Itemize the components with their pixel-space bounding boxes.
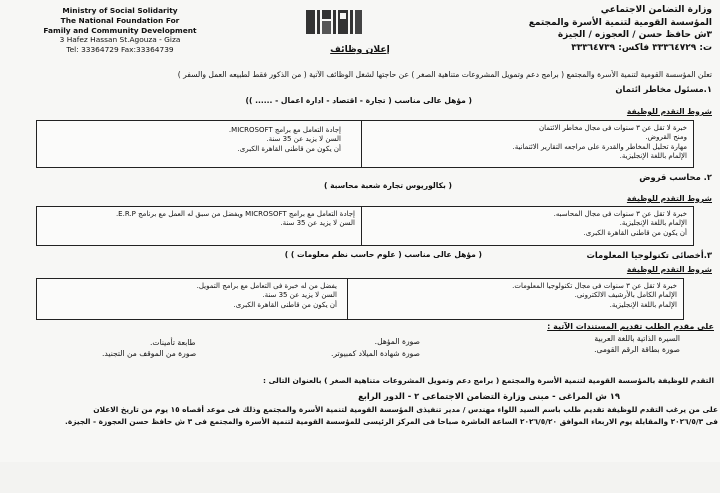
job-1-box-divider bbox=[361, 121, 362, 167]
job-2-left-item: إجادة التعامل مع برامج MICROSOFT ويفضل من سبق له العمل مع برنامج E.R.P. bbox=[115, 210, 355, 218]
header-ar-line-1: وزارة التضامن الاجتماعي bbox=[600, 5, 712, 15]
header-arabic bbox=[472, 4, 712, 54]
header-en-address: 3 Hafez Hassan St.Agouza - Giza bbox=[59, 35, 181, 45]
job-3-right-column bbox=[351, 282, 677, 310]
job-1-left-item: أن يكون من قاطنى القاهرة الكبرى. bbox=[237, 144, 341, 153]
job-2-title: ٢. محاسب قروض bbox=[639, 172, 712, 182]
footer-application-note: على من يرغب التقدم للوظيفة تقديم طلب باسم السيد اللواء مهندس / مدير تنفيذى المؤسسة القومية لتنمية الأسرة والمجتمع وذلك فى موعد أقصاه ١٥ يوم من تاريخ الاعلان bbox=[93, 405, 718, 414]
header-en-line-1: Ministry of Social Solidarity bbox=[62, 6, 178, 15]
job-1-conditions-label: شروط التقدم للوظيفة bbox=[626, 107, 712, 116]
job-1-left-item: السن لا يزيد عن 35 سنة. bbox=[266, 135, 341, 144]
job-1-right-item: خبرة لا تقل عن ٣ سنوات فى مجال مخاطر الائتمان bbox=[538, 124, 687, 132]
job-1-left-column bbox=[41, 126, 341, 154]
job-1-qualification: ( مؤهل عالى مناسب ( تجارة - اقتصاد - ادارة اعمال - ...... )) bbox=[245, 96, 472, 105]
document-item: طابعة تأمينات. bbox=[150, 338, 196, 347]
document-item: السيرة الذاتية باللغة العربية bbox=[594, 334, 680, 343]
job-3-title: ٣.أخصائى تكنولوجيا المعلومات bbox=[586, 250, 712, 260]
document-item: صورة من الموقف من التجنيد. bbox=[102, 349, 197, 358]
job-1-right-column bbox=[369, 124, 687, 162]
job-1-right-item: مهارة تحليل المخاطر والقدرة على مراجعه التقارير الائتمانية. bbox=[512, 142, 687, 151]
job-3-right-item: الإلمام الكامل بالأرشيف الالكترونى. bbox=[574, 291, 677, 300]
job-2-left-item: السن لا يزيد عن 35 سنة. bbox=[280, 219, 355, 228]
job-1-left-item: إجادة التعامل مع برامج MICROSOFT. bbox=[228, 126, 341, 134]
page-bottom-margin bbox=[0, 462, 720, 493]
job-3-left-item: أن يكون من قاطنى القاهرة الكبرى. bbox=[233, 300, 337, 309]
job-3-left-item: السن لا يزيد عن 35 سنة. bbox=[262, 291, 337, 300]
job-2-box-divider bbox=[361, 207, 362, 245]
job-2-right-item: خبرة لا تقل عن ٣ سنوات فى مجال المحاسبه. bbox=[553, 210, 687, 218]
job-3-qualification: ( مؤهل عالى مناسب ( علوم حاسب نظم معلومات ) ) bbox=[284, 250, 482, 259]
document-item: صورة بطاقة الرقم القومى. bbox=[594, 345, 680, 354]
page-title: إعلان وظائف bbox=[330, 44, 390, 55]
header-ar-line-2: المؤسسة القومية لتنمية الأسرة والمجتمع bbox=[528, 17, 712, 28]
document-item: صورة المؤهل. bbox=[374, 337, 420, 346]
header-en-tel: Tel: 33364729 Fax:33364739 bbox=[66, 45, 174, 55]
job-2-conditions-label: شروط التقدم للوظيفة bbox=[626, 194, 712, 203]
header-english bbox=[20, 6, 220, 55]
job-2-left-column bbox=[41, 210, 355, 229]
footer-interview-note: فى ٢٠٢٦/٥/٣ والمقابلة يوم الاربعاء الموافق ٢٠٢٦/٥/٢٠ الساعة العاشرة صباحا فى المركز الرئيسى للمؤسسة القومية لتنمية الأسرة والمجتمع فى ٣ ش حافظ حسن العجوزة - الجيزة. bbox=[65, 417, 718, 426]
footer-address: ١٩ ش المراغى - مبنى وزارة التضامن الاجتماعى ٢ - الدور الرابع bbox=[358, 391, 620, 401]
job-1-right-item: الإلمام باللغة الإنجليزية. bbox=[619, 152, 687, 161]
job-1-title: ١.مسئول مخاطر ائتمان bbox=[615, 84, 712, 94]
documents-label: على مقدم الطلب تقديم المستندات الآتية : bbox=[547, 322, 714, 331]
footer-apply-heading: التقدم للوظيفة بالمؤسسة القومية لتنمية الأسرة والمجتمع ( برامج دعم وتمويل المشروعات متناهية الصغر ) بالعنوان التالى : bbox=[263, 376, 714, 385]
job-3-conditions-box bbox=[36, 278, 684, 320]
job-1-conditions-box bbox=[36, 120, 694, 168]
job-3-left-column bbox=[97, 282, 337, 310]
job-3-left-item: يفضل من له خبرة فى التعامل مع برامج التمويل. bbox=[196, 282, 337, 290]
job-2-qualification: ( بكالوريوس تجارة شعبة محاسبة ) bbox=[323, 181, 452, 190]
header-ar-line-4: ت: ٣٣٣٦٤٧٢٩ فاكس: ٣٣٣٦٤٧٣٩ bbox=[571, 42, 712, 53]
job-1-right-item: ومنح القروض. bbox=[645, 133, 687, 142]
job-2-right-column bbox=[369, 210, 687, 238]
header-en-line-3: Family and Community Development bbox=[43, 25, 197, 35]
job-3-right-item: خبرة لا تقل عن ٣ سنوات فى مجال تكنولوجيا المعلومات. bbox=[512, 282, 677, 290]
intro-paragraph: تعلن المؤسسة القومية لتنمية الأسرة والمجتمع ( برامج دعم وتمويل المشروعات متناهية الصغر ) عن حاجتها لشغل الوظائف الآتية ( من الذكور فقط لطبيعه العمل والسفر ) bbox=[177, 70, 712, 79]
foundation-logo-icon bbox=[305, 8, 363, 36]
job-2-conditions-box bbox=[36, 206, 694, 246]
header-en-line-2: The National Foundation For bbox=[60, 15, 180, 25]
job-3-right-item: الإلمام باللغة الإنجليزية. bbox=[609, 300, 677, 309]
header-ar-line-3: ٣ش حافظ حسن / العجوزه / الجيزة bbox=[557, 30, 712, 41]
job-2-right-item: أن يكون من قاطنى القاهرة الكبرى. bbox=[583, 228, 687, 237]
job-3-conditions-label: شروط التقدم للوظيفة bbox=[626, 265, 712, 274]
job-3-box-divider bbox=[347, 279, 348, 319]
job-2-right-item: الإلمام باللغة الإنجليزية. bbox=[619, 219, 687, 228]
document-item: صورة شهادة الميلاد كمبيوتر. bbox=[330, 349, 420, 358]
